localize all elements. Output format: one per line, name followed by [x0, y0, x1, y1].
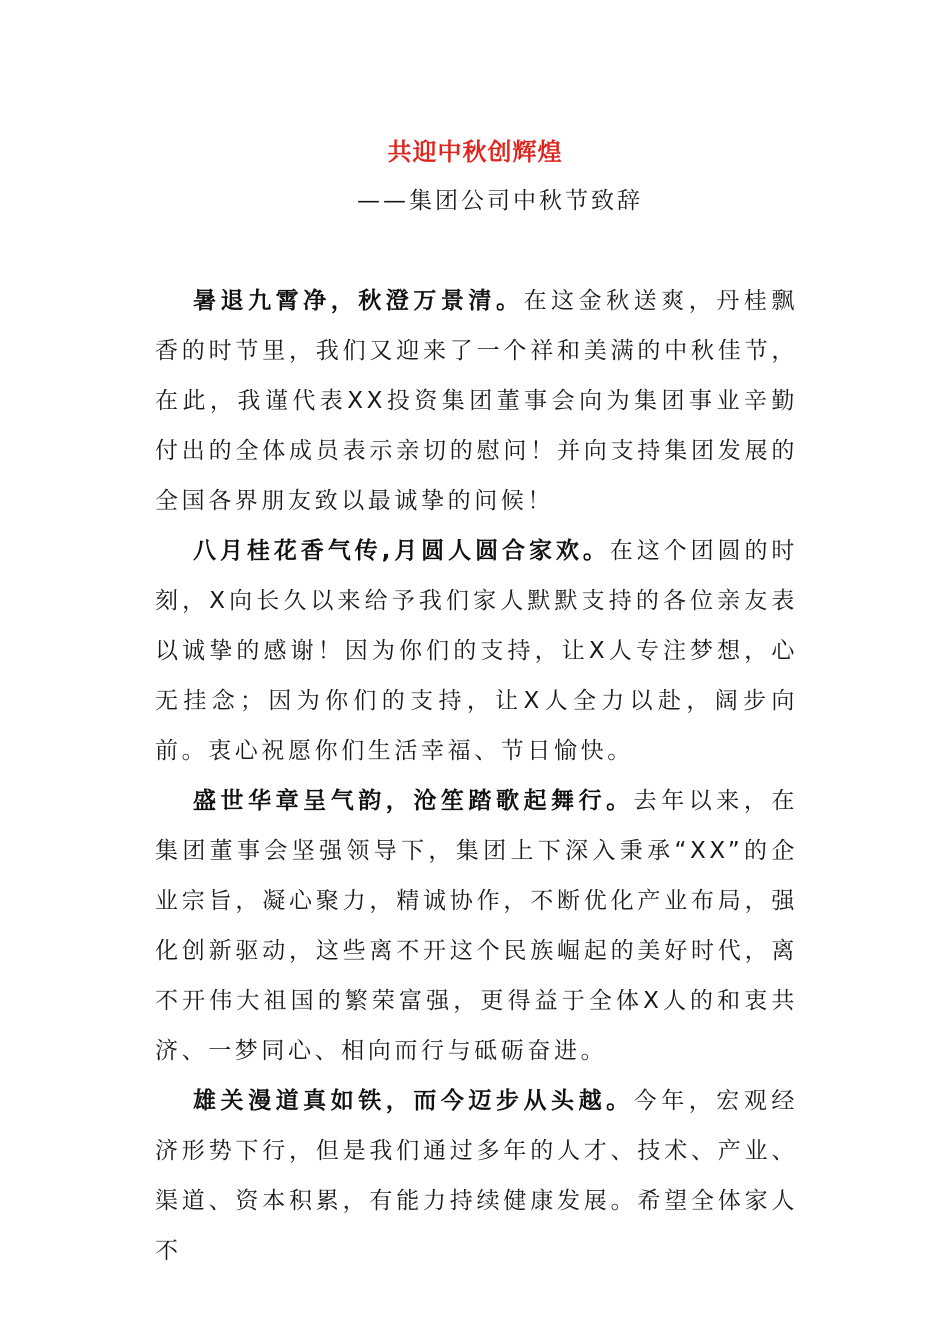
paragraph-2	[155, 526, 798, 776]
paragraph-3	[155, 776, 798, 1076]
paragraph-4-lead: 雄关漫道真如铁，而今迈步从头越。	[193, 1088, 634, 1114]
paragraph-4	[155, 1076, 798, 1276]
document-title: 共迎中秋创辉煌	[387, 138, 563, 166]
paragraph-1-text: 在这金秋送爽，丹桂飘香的时节里，我们又迎来了一个祥和美满的中秋佳节，在此，我谨代表XX投资集团董事会向为集团事业辛勤付出的全体成员表示亲切的慰问！并向支持集团发展的全国各界朋友致以最诚挚的问候！	[155, 288, 798, 514]
paragraph-2-lead: 八月桂花香气传,月圆人圆合家欢。	[193, 538, 610, 564]
document-body	[155, 276, 798, 1276]
paragraph-4-text: 今年，宏观经济形势下行，但是我们通过多年的人才、技术、产业、渠道、资本积累，有能力持续健康发展。希望全体家人不	[155, 1088, 798, 1264]
paragraph-3-text: 去年以来，在集团董事会坚强领导下，集团上下深入秉承“XX”的企业宗旨，凝心聚力，精诚协作，不断优化产业布局，强化创新驱动，这些离不开这个民族崛起的美好时代，离不开伟大祖国的繁荣富强，更得益于全体X人的和衷共济、一梦同心、相向而行与砥砺奋进。	[155, 788, 798, 1064]
document-subtitle: ——集团公司中秋节致辞	[357, 188, 643, 214]
paragraph-1	[155, 276, 798, 526]
paragraph-2-text: 在这个团圆的时刻，X向长久以来给予我们家人默默支持的各位亲友表以诚挚的感谢！因为你们的支持，让X人专注梦想，心无挂念；因为你们的支持，让X人全力以赴，阔步向前。衷心祝愿你们生活幸福、节日愉快。	[155, 538, 798, 764]
paragraph-1-lead: 暑退九霄净，秋澄万景清。	[193, 288, 524, 314]
paragraph-3-lead: 盛世华章呈气韵，沧笙踏歌起舞行。	[193, 788, 634, 814]
